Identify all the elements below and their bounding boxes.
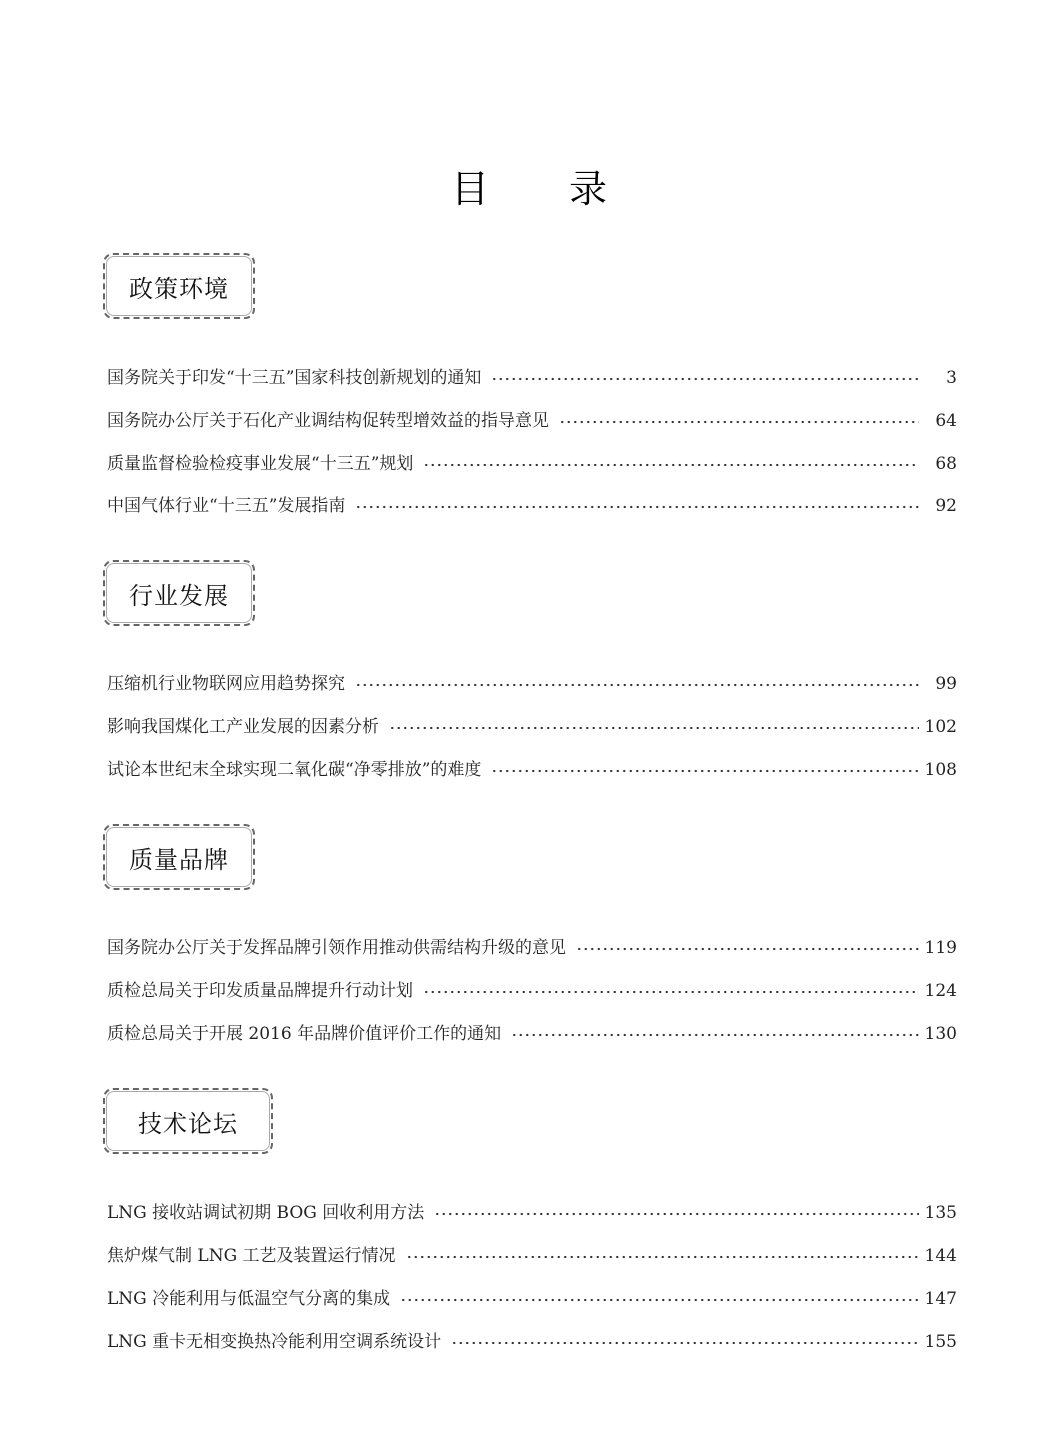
toc-entry-page: 144 (924, 1246, 957, 1266)
leader-dots (559, 419, 919, 425)
toc-entry-title: LNG 重卡无相变换热冷能利用空调系统设计 (107, 1332, 442, 1352)
toc-entry[interactable] (107, 1240, 957, 1266)
toc-entry[interactable] (107, 1197, 957, 1223)
toc-entry-title: 国务院办公厅关于发挥品牌引领作用推动供需结构升级的意见 (107, 938, 566, 958)
page-title-right: 录 (569, 167, 608, 211)
toc-entry-title: 压缩机行业物联网应用趋势探究 (107, 674, 345, 694)
toc-entry-page: 147 (924, 1289, 957, 1309)
section-heading-industry (103, 560, 255, 626)
toc-entry-page: 102 (924, 717, 957, 737)
page-title-left: 目 (450, 167, 489, 211)
leader-dots (423, 989, 919, 995)
section-heading-label: 政策环境 (129, 274, 229, 303)
leader-dots (355, 504, 919, 510)
toc-entry-title: 国务院办公厅关于石化产业调结构促转型增效益的指导意见 (107, 411, 549, 431)
toc-entry-page: 99 (935, 674, 957, 694)
toc-entry-page: 155 (924, 1332, 957, 1352)
leader-dots (389, 725, 919, 731)
toc-entry-page: 92 (935, 496, 957, 516)
section-heading-label: 技术论坛 (138, 1109, 238, 1138)
toc-entry-title: 质检总局关于印发质量品牌提升行动计划 (107, 981, 413, 1001)
section-heading-quality-brand (103, 824, 255, 890)
toc-entry[interactable] (107, 711, 957, 737)
toc-entry-title: 焦炉煤气制 LNG 工艺及装置运行情况 (107, 1246, 396, 1266)
toc-entry-page: 130 (924, 1024, 957, 1044)
toc-entry-title: 中国气体行业“十三五”发展指南 (107, 496, 346, 516)
toc-entry-title: LNG 接收站调试初期 BOG 回收利用方法 (107, 1203, 425, 1223)
section-heading-tech-forum (103, 1088, 273, 1154)
toc-entry-page: 108 (924, 760, 957, 780)
section-heading-label: 质量品牌 (129, 845, 229, 874)
leader-dots (400, 1297, 919, 1303)
leader-dots (355, 682, 919, 688)
leader-dots (451, 1340, 919, 1346)
toc-entry[interactable] (107, 405, 957, 431)
toc-entry[interactable] (107, 754, 957, 780)
toc-entry-title: 国务院关于印发“十三五”国家科技创新规划的通知 (107, 368, 482, 388)
toc-entry-page: 64 (935, 411, 957, 431)
toc-entry[interactable] (107, 1283, 957, 1309)
leader-dots (511, 1032, 919, 1038)
toc-entry-title: 质量监督检验检疫事业发展“十三五”规划 (107, 454, 414, 474)
toc-entry-page: 3 (946, 368, 957, 388)
toc-entry[interactable] (107, 932, 957, 958)
leader-dots (406, 1254, 919, 1260)
leader-dots (434, 1211, 919, 1217)
page-title (0, 158, 1058, 213)
leader-dots (491, 768, 919, 774)
toc-entry-title: 质检总局关于开展 2016 年品牌价值评价工作的通知 (107, 1024, 502, 1044)
toc-entry-page: 124 (924, 981, 957, 1001)
toc-entry[interactable] (107, 1018, 957, 1044)
toc-entry-page: 119 (924, 938, 957, 958)
toc-entry[interactable] (107, 1326, 957, 1352)
toc-entry-title: LNG 冷能利用与低温空气分离的集成 (107, 1289, 391, 1309)
toc-entry-title: 影响我国煤化工产业发展的因素分析 (107, 717, 379, 737)
leader-dots (423, 462, 919, 468)
toc-entry[interactable] (107, 362, 957, 388)
toc-entry[interactable] (107, 490, 957, 516)
toc-entry[interactable] (107, 448, 957, 474)
toc-entry-page: 135 (924, 1203, 957, 1223)
leader-dots (491, 376, 919, 382)
leader-dots (576, 946, 919, 952)
toc-entry-page: 68 (935, 454, 957, 474)
toc-entry-title: 试论本世纪末全球实现二氧化碳“净零排放”的难度 (107, 760, 482, 780)
section-heading-label: 行业发展 (129, 581, 229, 610)
section-heading-policy (103, 253, 255, 319)
toc-entry[interactable] (107, 668, 957, 694)
toc-entry[interactable] (107, 975, 957, 1001)
